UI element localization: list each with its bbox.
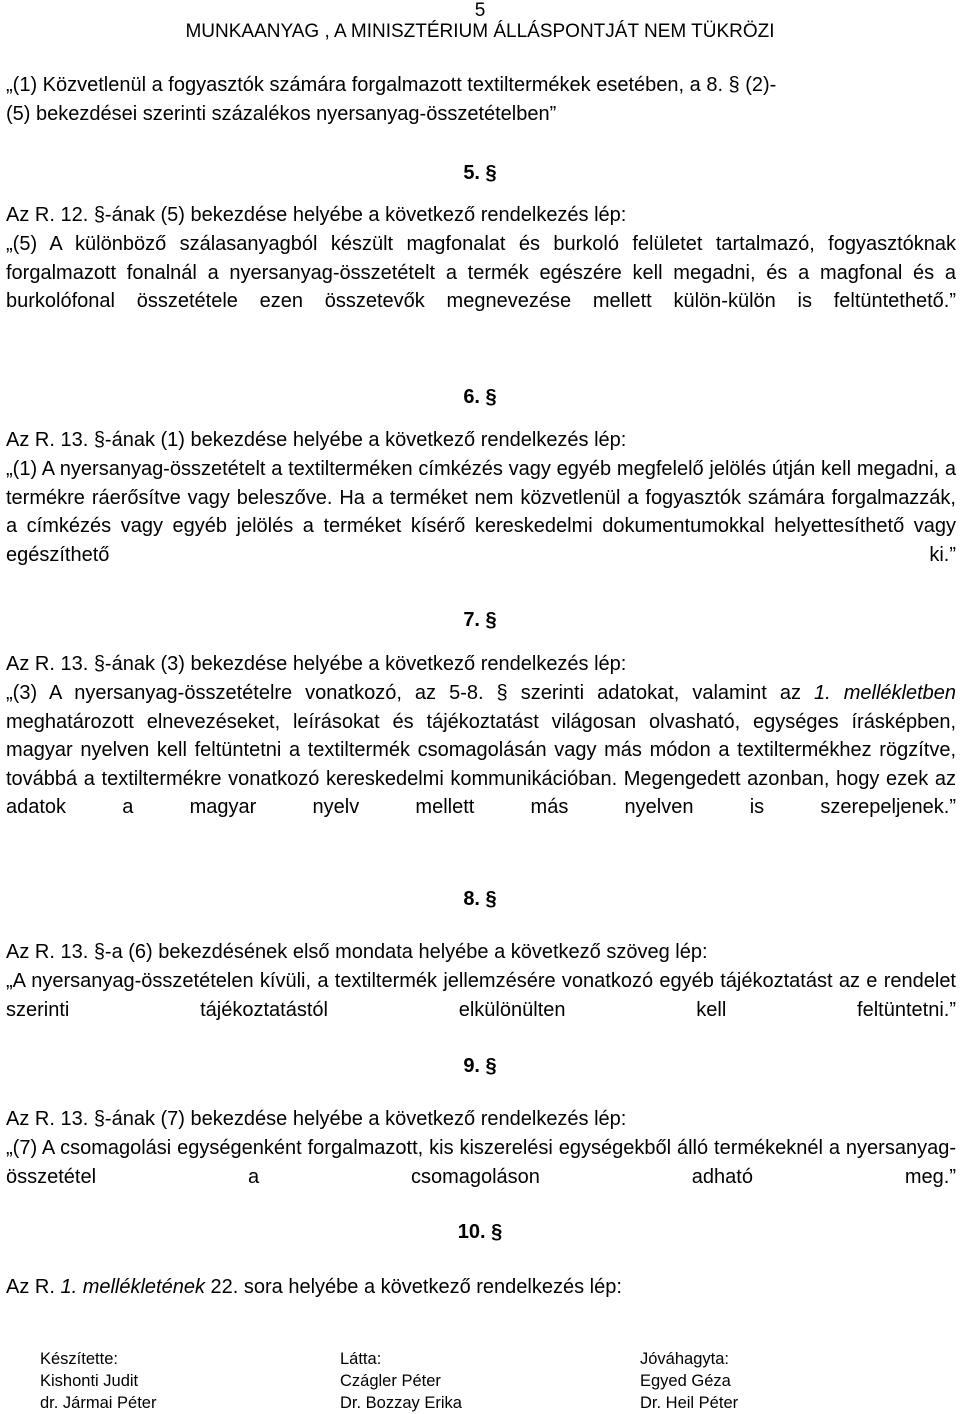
footer-approved-name-1: Egyed Géza — [640, 1372, 731, 1390]
footer-approved-label: Jóváhagyta: — [640, 1350, 729, 1368]
section-heading-5: 5. § — [463, 162, 497, 184]
intro-line-1: „(1) Közvetlenül a fogyasztók számára forgalmazott textiltermékek esetében, a 8. § (2)- — [6, 74, 777, 96]
section-text-7-a: „(3) A nyersanyag-összetételre vonatkozó, az 5-8. § szerinti adatokat, valamint az — [6, 682, 815, 704]
section-text-8: „A nyersanyag-összetételen kívüli, a textiltermék jellemzésére vonatkozó egyéb tájékoztatást az e rendelet szerinti tájékoztatástól elkülönülten kell feltüntetni.” — [6, 970, 956, 1021]
intro-paragraph — [6, 71, 956, 128]
section-text-7-b: meghatározott elnevezéseket, leírásokat és tájékoztatást világosan olvasható, egységes írásképben, magyar nyelven kell feltüntetni a textiltermék csomagolásán vagy más módon a textiltermékhez rögzítve, továbbá a textiltermékre vonatkozó kereskedelmi kommunikációban. Megengedett azonban, hogy ezek az adatok a magyar nyelv mellett más nyelven is szerepeljenek.” — [6, 710, 956, 818]
page-number: 5 — [474, 0, 486, 21]
section-text-9: „(7) A csomagolási egységenként forgalmazott, kis kiszerelési egységekből álló termékeknél a nyersanyag-összetétel a csomagoláson adható meg.” — [6, 1137, 956, 1188]
footer-approved — [640, 1348, 738, 1414]
intro-line-2: (5) bekezdései szerinti százalékos nyersanyag-összetételben” — [6, 102, 557, 125]
footer-seen-label: Látta: — [340, 1350, 382, 1368]
section-intro-5: Az R. 12. §-ának (5) bekezdése helyébe a következő rendelkezés lép: — [6, 204, 627, 226]
section-intro-9: Az R. 13. §-ának (7) bekezdése helyébe a következő rendelkezés lép: — [6, 1108, 627, 1130]
annex-reference-10: 1. mellékletének — [60, 1276, 205, 1298]
section-intro-10-b: 22. sora helyébe a következő rendelkezés lép: — [204, 1276, 622, 1298]
footer-prepared-name-2: dr. Jármai Péter — [40, 1394, 157, 1412]
section-text-5: „(5) A különböző szálasanyagból készült magfonalat és burkoló felületet tartalmazó, fogyasztóknak forgalmazott fonalnál a nyersanyag-összetételt a termék egészére kell megadni, és a magfonal és a burkolófonal összetétele ezen összetevők megnevezése mellett külön-külön is feltüntethető.” — [6, 233, 956, 312]
section-intro-10 — [6, 1273, 956, 1302]
footer-seen — [340, 1348, 462, 1414]
section-text-6: „(1) A nyersanyag-összetételt a textilterméken címkézés vagy egyéb megfelelő jelölés útján kell megadni, a termékre ráerősítve vagy beleszőve. Ha a terméket nem közvetlenül a fogyasztók számára forgalmazzák, a címkézés vagy egyéb jelölés a terméket kísérő kereskedelmi dokumentumokkal helyettesíthető vagy egészíthető ki.” — [6, 458, 956, 566]
section-intro-10-a: Az R. — [6, 1276, 61, 1298]
footer-prepared-name-1: Kishonti Judit — [40, 1372, 139, 1390]
footer-prepared — [40, 1348, 156, 1414]
section-heading-10: 10. § — [457, 1221, 503, 1243]
footer-prepared-label: Készítette: — [40, 1350, 118, 1368]
section-text-7 — [6, 679, 956, 850]
section-intro-8: Az R. 13. §-a (6) bekezdésének első mondata helyébe a következő szöveg lép: — [6, 941, 708, 963]
section-intro-7: Az R. 13. §-ának (3) bekezdése helyébe a következő rendelkezés lép: — [6, 653, 627, 675]
footer-seen-name-2: Dr. Bozzay Erika — [340, 1394, 462, 1412]
footer-seen-name-1: Czágler Péter — [340, 1372, 441, 1390]
section-heading-6: 6. § — [463, 386, 497, 408]
section-heading-7: 7. § — [463, 609, 497, 631]
draft-notice: MUNKAANYAG , A MINISZTÉRIUM ÁLLÁSPONTJÁT NEM TÜKRÖZI — [185, 21, 775, 42]
section-intro-6: Az R. 13. §-ának (1) bekezdése helyébe a következő rendelkezés lép: — [6, 429, 627, 451]
section-heading-8: 8. § — [463, 888, 497, 910]
footer-approved-name-2: Dr. Heil Péter — [640, 1394, 739, 1412]
section-heading-9: 9. § — [463, 1055, 497, 1077]
annex-reference: 1. mellékletben — [814, 682, 956, 704]
